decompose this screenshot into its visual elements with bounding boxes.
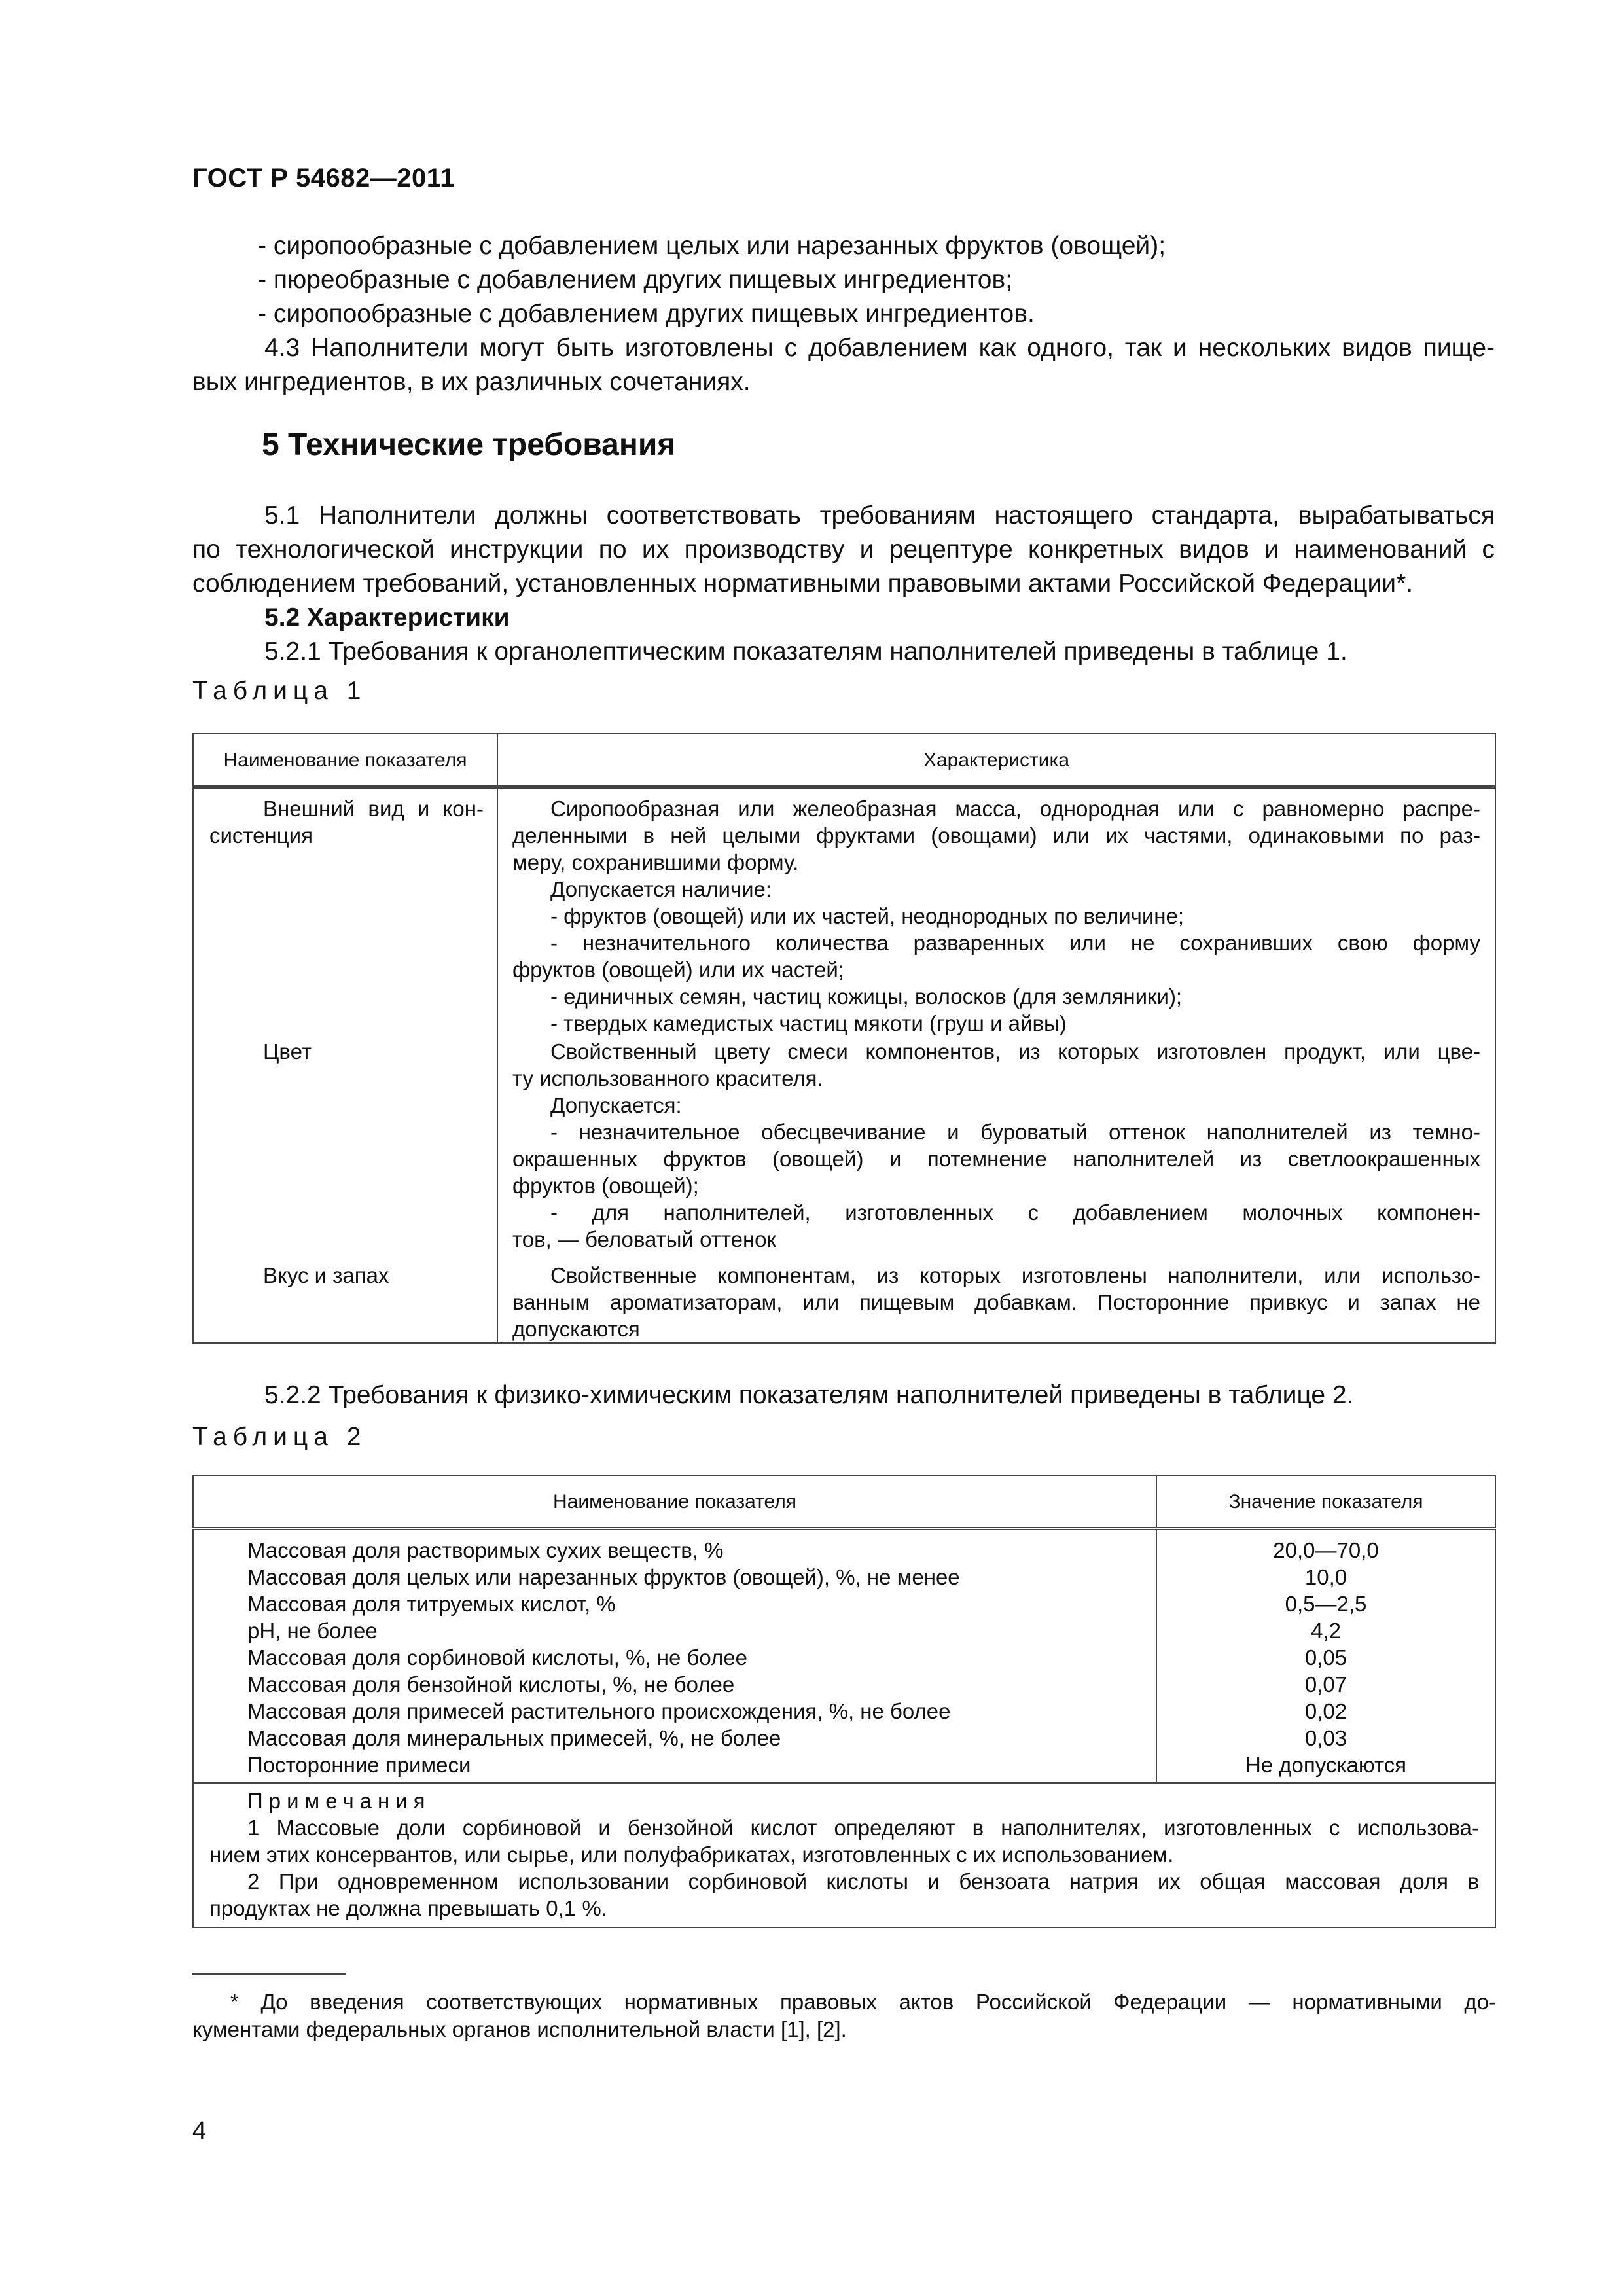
paragraph-line: по технологической инструкции по их производству и рецептуре конкретных видов и наименований с [192,535,1495,564]
paragraph-line: 5.2.2 Требования к физико-химическим показателям наполнителей приведены в таблице 2. [264,1381,1354,1409]
column-header: Наименование показателя [193,1475,1156,1529]
paragraph-line: 5.2.1 Требования к органолептическим показателям наполнителей приведены в таблице 1. [264,637,1347,666]
intro-list [192,229,1495,399]
list-item: - сиропообразные с добавлением других пищевых ингредиентов. [258,300,1035,328]
indicator-names: Массовая доля растворимых сухих веществ, % Массовая доля целых или нарезанных фруктов (овощей), %, не менее Массовая доля титруемых кислот, % pH, не более Массовая доля сорбиновой кислоты, %, не более Массовая доля бензойной кислоты, %, не более Массовая доля примесей растительного происхождения, %, не более Массовая доля минеральных примесей, %, не более Посторонние примеси [193,1529,1156,1784]
page-number: 4 [192,2117,207,2145]
indicator-values: 20,0—70,0 10,0 0,5—2,5 4,2 0,05 0,07 0,02 0,03 Не допускаются [1156,1529,1495,1784]
table-row [193,1253,1495,1343]
note-line: 2 При одновременном использовании сорбиновой кислоты и бензоата натрия их общая массовая доля в [247,1869,1479,1893]
column-header: Характеристика [497,734,1495,787]
notes-title: Примечания [247,1789,431,1813]
indicator-name: Цвет [193,1037,497,1253]
list-item: - сиропообразные с добавлением целых или нарезанных фруктов (овощей); [258,232,1166,260]
footnote-line: кументами федеральных органов исполнительной власти [1], [2]. [192,2017,847,2041]
standard-header: ГОСТ Р 54682—2011 [192,164,455,192]
note-line: 1 Массовые доли сорбиновой и бензойной кислот определяют в наполнителях, изготовленных с использова- [247,1816,1479,1840]
indicator-description: Свойственные компонентам, из которых изготовлены наполнители, или использо- ванным ароматизаторам, или пищевым добавкам. Посторонние привкус и запах не допускаются [497,1253,1495,1343]
list-item: - пюреобразные с добавлением других пищевых ингредиентов; [258,266,1013,294]
paragraph-line: вых ингредиентов, в их различных сочетаниях. [192,368,751,396]
table-row [193,1529,1495,1784]
table-row [193,787,1495,1037]
footnote-line: * До введения соответствующих нормативных правовых актов Российской Федерации — нормативными до- [230,1990,1496,2014]
organoleptic-table [192,733,1496,1344]
indicator-name: Вкус и запах [193,1253,497,1343]
note-line: нием этих консервантов, или сырье, или полуфабрикатах, изготовленных с их использованием. [209,1842,1174,1867]
section-5-body [192,499,1495,708]
table-row [193,1037,1495,1253]
column-header: Наименование показателя [193,734,497,787]
subsection-title: 5.2 Характеристики [264,603,510,632]
column-header: Значение показателя [1156,1475,1495,1529]
table-notes [193,1783,1495,1928]
table-caption: Таблица 2 [192,1423,367,1451]
physicochemical-table [192,1475,1496,1928]
indicator-description: Свойственный цвету смеси компонентов, из которых изготовлен продукт, или цве- ту использованного красителя. Допускается: - незначительное обесцвечивание и буроватый оттенок наполнителей из темно- окрашенных фруктов (овощей) и потемнение наполнителей из светлоокрашенных фруктов (овощей); - для наполнителей, изготовленных с добавлением молочных компонен- тов, — беловатый оттенок [497,1037,1495,1253]
section-title: 5 Технические требования [262,427,676,462]
indicator-name: Внешний вид и кон- систенция [193,787,497,1037]
indicator-description: Сиропообразная или желеобразная масса, однородная или с равномерно распре- деленными в ней целыми фруктами (овощами) или их частями, одинаковыми по раз- меру, сохранившими форму. Допускается наличие: - фруктов (овощей) или их частей, неоднородных по величине; - незначительного количества разваренных или не сохранивших свою форму фруктов (овощей) или их частей; - единичных семян, частиц кожицы, волосков (для земляники); - твердых камедистых частиц мякоти (груш и айвы) [497,787,1495,1037]
paragraph-line: соблюдением требований, установленных нормативными правовыми актами Российской Федерации*. [192,569,1414,598]
section-5-2-2 [192,1378,1495,1454]
paragraph-line: 5.1 Наполнители должны соответствовать требованиям настоящего стандарта, вырабатываться [264,501,1495,529]
footnote-divider [192,1973,346,1975]
note-line: продуктах не должна превышать 0,1 %. [209,1896,607,1920]
table-notes-row [193,1783,1495,1928]
paragraph-line: 4.3 Наполнители могут быть изготовлены с добавлением как одного, так и нескольких видов пище- [264,334,1495,362]
table-caption: Таблица 1 [192,677,367,705]
footnote [192,1988,1496,2043]
